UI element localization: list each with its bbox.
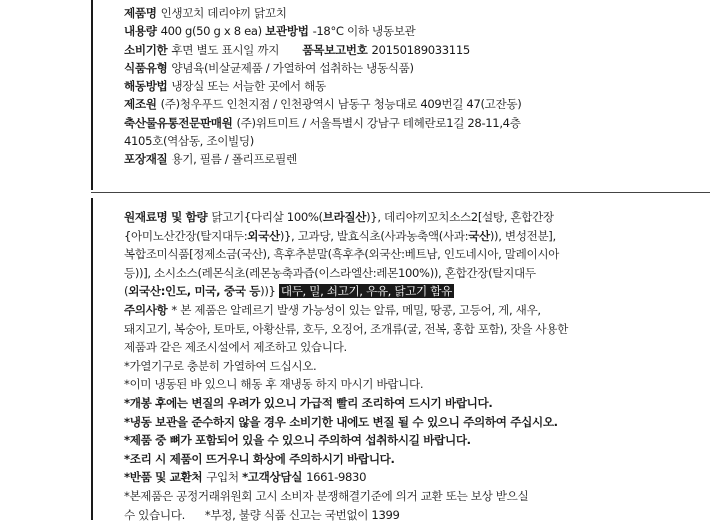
exchange-label: *반품 및 교환처 [124,470,202,484]
caution-line-1 [124,301,704,320]
food-type-value: 양념육(비살균제품 / 가열하여 섭취하는 냉동식품) [171,61,413,75]
caution-text: * 본 제품은 알레르기 발생 가능성이 있는 알류, 메밀, 땅콩, 고등어, 게, 새우, [171,303,540,317]
section-separator [91,192,710,193]
note-hot: *조리 시 제품이 뜨거우니 화상에 주의하시기 바랍니다. [124,450,704,469]
ingredients-line-2 [124,227,704,246]
customer-center-label: *고객상담실 [242,470,302,484]
storage-label: 보관방법 [265,24,308,38]
manufacturer-label: 제조원 [124,97,157,111]
caution-line-3: 제품과 같은 제조시설에서 제조하고 있습니다. [124,338,704,357]
exchange-row [124,468,704,487]
product-info-section [124,4,704,169]
allergen-badge: 대두, 밀, 쇠고기, 우유, 닭고기 함유 [279,284,454,298]
distributor-value: (주)위트미트 / 서울특별시 강남구 테헤란로1길 28-11,4층 [237,116,521,130]
food-type-label: 식품유형 [124,61,167,75]
ingredients-label: 원재료명 및 함량 [124,210,207,224]
thawing-label: 해동방법 [124,79,167,93]
packaging-value: 용기, 필름 / 폴리프로필렌 [171,152,296,166]
report-number-value: 20150189033115 [372,43,470,57]
expiry-label: 소비기한 [124,43,167,57]
product-name-value: 인생꼬치 데리야끼 닭꼬치 [161,6,287,20]
manufacturer-row [124,95,704,113]
ingredients-line-4: 등))], 소시소스(레몬식초(레몬농축과즙(이스라엘산:레몬100%)), 혼합간장(탈지대두 [124,264,704,283]
thawing-row [124,77,704,95]
expiry-row [124,41,704,59]
expiry-value: 후면 별도 표시일 까지 [171,43,279,57]
origin-domestic: 국산 [468,229,490,243]
ingredients-line-5 [124,282,704,301]
origin-foreign: 외국산 [247,229,280,243]
thawing-value: 냉장실 또는 서늘한 곳에서 해동 [171,79,325,93]
dispute-line-1: *본제품은 공정거래위원회 고시 소비자 분쟁해결기준에 의거 교환 또는 보상 받으실 [124,487,704,506]
ingredients-line-3: 복합조미식품[정제소금(국산), 흑후추분말(흑후추(외국산:베트남, 인도네시아, 말레이시아 [124,245,704,264]
ingredients-text: ))} [260,284,275,298]
ingredients-text: ( [124,284,128,298]
product-name-label: 제품명 [124,6,157,20]
note-after-opening: *개봉 후에는 변질의 우려가 있으니 가급적 빨리 조리하여 드시기 바랍니다. [124,394,704,413]
packaging-label: 포장재질 [124,152,167,166]
left-divider-top [91,0,93,190]
note-refreeze: *이미 냉동된 바 있으니 해동 후 재냉동 하지 마시기 바랍니다. [124,375,704,394]
manufacturer-value: (주)청우푸드 인천지점 / 인천광역시 남동구 청능대로 409번길 47(고잔동) [161,97,522,111]
ingredients-text: )}, 데리야끼꼬치소스2[설탕, 혼합간장 [366,210,554,224]
ingredients-text: {아미노산간장(탈지대두: [124,229,247,243]
packaging-row [124,150,704,168]
distributor-value-cont: 4105호(역삼동, 조이빌딩) [124,134,254,148]
left-divider-bottom [91,198,93,520]
food-type-row [124,59,704,77]
content-row [124,22,704,40]
note-heating: *가열기구로 충분히 가열하여 드십시오. [124,357,704,376]
report-number-label: 품목보고번호 [302,43,367,57]
content-label: 내용량 [124,24,157,38]
distributor-row [124,114,704,132]
dispute-text: 수 있습니다. [124,508,185,522]
customer-center-phone: 1661-9830 [306,470,366,484]
dispute-line-2 [124,506,704,524]
caution-label: 주의사항 [124,303,167,317]
storage-value: -18°C 이하 냉동보관 [313,24,416,38]
product-name-row [124,4,704,22]
note-bones: *제품 중 뼈가 포함되어 있을 수 있으니 주의하여 섭취하시길 바랍니다. [124,431,704,450]
ingredients-text: )}, 고과당, 발효식초(사과농축액(사과: [280,229,468,243]
report-hotline: *부정, 불량 식품 신고는 국번없이 1399 [205,508,400,522]
ingredients-line-1 [124,208,704,227]
caution-line-2: 돼지고기, 복숭아, 토마토, 아황산류, 호두, 오징어, 조개류(굴, 전복, 홍합 포함), 잣을 사용한 [124,320,704,339]
note-frozen-storage: *냉동 보관을 준수하지 않을 경우 소비기한 내에도 변질 될 수 있으니 주의하여 주십시오. [124,413,704,432]
ingredients-text: )), 변성전분], [490,229,556,243]
ingredients-section [124,208,704,524]
exchange-value: 구입처 [206,470,239,484]
ingredients-text: 닭고기{다리살 100%( [211,210,322,224]
origin-foreign-list: 외국산:인도, 미국, 중국 등 [128,284,260,298]
distributor-row-cont [124,132,704,150]
content-value: 400 g(50 g x 8 ea) [161,24,262,38]
distributor-label: 축산물유통전문판매원 [124,116,233,130]
origin-brazil: 브라질산 [323,210,366,224]
